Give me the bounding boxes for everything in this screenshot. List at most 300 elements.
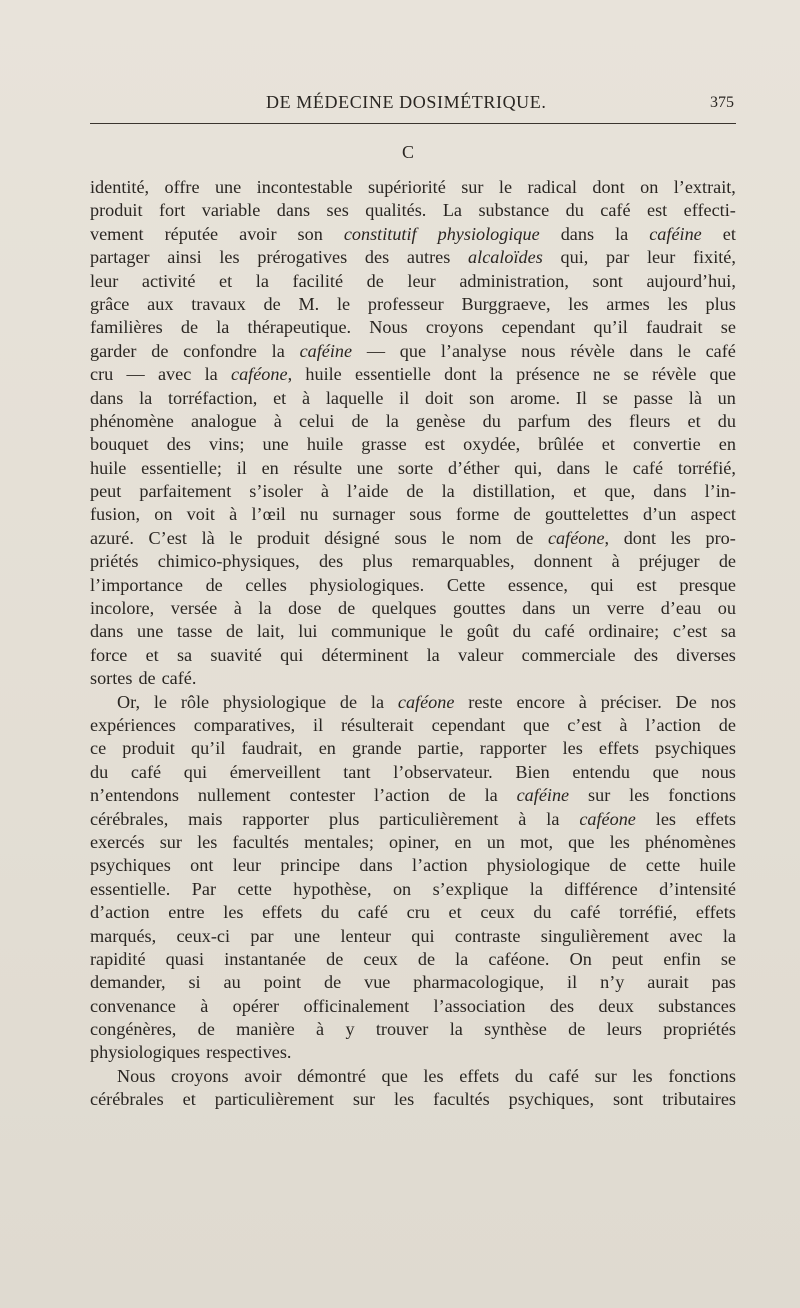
word: et — [182, 1089, 196, 1110]
word: des — [318, 551, 344, 572]
word: cette — [237, 878, 272, 899]
text-line — [90, 433, 736, 456]
word: que — [652, 761, 679, 782]
word: marqués, — [90, 925, 157, 946]
word: plus — [328, 808, 360, 829]
word: du — [514, 1065, 534, 1086]
word: genèse — [416, 410, 466, 431]
word: les — [670, 527, 691, 548]
word: armes — [606, 293, 650, 314]
text-line — [90, 387, 736, 410]
word: nous — [521, 340, 556, 361]
word: sa — [720, 621, 736, 642]
word: essentielle. — [90, 878, 171, 899]
word: d’éther — [447, 457, 500, 478]
word: effets — [695, 902, 736, 923]
word: la — [258, 598, 272, 619]
word: est — [424, 434, 446, 455]
word: tributaires — [662, 1089, 736, 1110]
word: — — [126, 364, 145, 385]
word: résulterait — [341, 714, 414, 735]
word: révèle — [570, 340, 615, 361]
page-number: 375 — [710, 94, 734, 111]
word: le — [336, 293, 351, 314]
word: se — [623, 364, 639, 385]
word: cette — [645, 855, 681, 876]
word: physiologique — [222, 691, 327, 712]
text-line — [90, 620, 736, 643]
text-line — [90, 503, 736, 526]
text-line — [90, 574, 736, 597]
text-line — [90, 316, 736, 339]
text-line — [90, 644, 736, 667]
word: sorte — [397, 457, 434, 478]
text-line — [90, 246, 736, 269]
word: des — [364, 247, 390, 268]
word: De — [675, 691, 697, 712]
word: et — [219, 270, 233, 291]
word: sous — [409, 504, 442, 525]
word: l’action — [645, 714, 701, 735]
word: que — [399, 340, 427, 361]
word: de — [323, 972, 342, 993]
word: croyons — [425, 317, 484, 338]
word: dans — [90, 621, 124, 642]
word: préciser. — [600, 691, 662, 712]
word: différence — [564, 878, 638, 899]
word: à — [611, 551, 620, 572]
word: la — [615, 223, 629, 244]
word: il — [236, 457, 247, 478]
word: dose — [288, 598, 322, 619]
text-line — [90, 854, 736, 877]
word: La — [442, 200, 462, 221]
text-line — [90, 410, 736, 433]
word: lenteur — [340, 925, 391, 946]
word: goût — [466, 621, 499, 642]
word: produit — [90, 200, 143, 221]
word: café — [357, 902, 388, 923]
word: que — [381, 1065, 408, 1086]
word: caféone, — [547, 527, 610, 548]
word: de — [417, 948, 436, 969]
text-line — [90, 223, 736, 246]
word: ordinaire; — [588, 621, 660, 642]
word: travaux — [191, 293, 246, 314]
text-line — [90, 925, 736, 948]
text-line — [90, 831, 736, 854]
word: les — [394, 1089, 415, 1110]
word: huile — [306, 434, 344, 455]
word: radical — [527, 177, 577, 197]
word: bouquet — [90, 434, 149, 455]
text-line — [90, 480, 736, 503]
word: remarquables, — [412, 551, 515, 572]
word: la — [370, 691, 385, 712]
word: d’action — [90, 902, 150, 923]
text-line — [90, 199, 736, 222]
word: ceux-ci — [176, 925, 230, 946]
word: à — [518, 808, 527, 829]
word: partager — [90, 247, 150, 268]
word: quelques — [371, 598, 437, 619]
word: s’explique — [432, 878, 509, 899]
word: une — [137, 621, 164, 642]
word: cependant — [431, 714, 506, 735]
word: diverses — [676, 644, 736, 665]
word: sur — [352, 1089, 376, 1110]
body-text — [90, 176, 736, 1112]
text-line — [90, 550, 736, 573]
word: priétés — [90, 551, 139, 572]
word: démontré — [297, 1065, 366, 1086]
word: dans — [522, 598, 556, 619]
word: les — [423, 1065, 444, 1086]
word: cru — [90, 364, 114, 385]
word: l’œil — [251, 504, 286, 525]
word: point — [263, 972, 302, 993]
word: Par — [191, 878, 216, 899]
word: du — [717, 410, 736, 431]
word: officinalement — [303, 995, 410, 1016]
word: la — [271, 340, 285, 361]
word: leur — [407, 270, 436, 291]
word: effets — [459, 1065, 500, 1086]
word: azuré. — [90, 527, 134, 548]
word: leur — [647, 247, 676, 268]
word: de — [448, 785, 466, 806]
word: par — [606, 247, 630, 268]
text-line — [90, 293, 736, 316]
word: y — [345, 1019, 355, 1040]
word: verre — [606, 598, 645, 619]
word: que — [568, 831, 595, 852]
word: là — [201, 527, 215, 548]
word: qui, — [514, 457, 542, 478]
word: qu’il — [190, 738, 226, 759]
word: caféone, — [231, 364, 293, 385]
word: donnent — [533, 551, 593, 572]
word: de — [151, 340, 169, 361]
word: hypothèse, — [293, 878, 372, 899]
word: commerciale — [521, 644, 616, 665]
word: et — [722, 223, 736, 244]
word: résulte — [293, 457, 343, 478]
word: qui, — [560, 247, 589, 268]
word: une — [262, 434, 289, 455]
word: présence — [516, 364, 580, 385]
word: la — [455, 948, 469, 969]
word: Nous — [369, 317, 408, 338]
word: celui — [298, 410, 335, 431]
word: substance — [478, 200, 550, 221]
word: le — [604, 457, 619, 478]
word: les — [667, 293, 688, 314]
word: arome. — [510, 387, 561, 408]
word: offre — [164, 177, 200, 197]
word: sous — [394, 527, 427, 548]
word: désigné — [324, 527, 380, 548]
word: l’action — [374, 785, 430, 806]
word: supériorité — [368, 177, 446, 197]
word: essentielle — [355, 364, 431, 385]
word: la — [255, 270, 269, 291]
word: de — [138, 668, 156, 689]
word: torréfaction, — [167, 387, 258, 408]
word: gouttes — [453, 598, 506, 619]
word: ont — [190, 855, 214, 876]
word: c’est — [567, 714, 602, 735]
word: fixité, — [693, 247, 736, 268]
word: d’eau — [660, 598, 702, 619]
word: mentales; — [304, 831, 374, 852]
word: huile — [699, 855, 736, 876]
word: rapporter — [242, 808, 310, 829]
word: parfum — [517, 410, 571, 431]
word: torréfié, — [677, 457, 736, 478]
word: est — [636, 574, 657, 595]
word: que, — [604, 481, 636, 502]
word: peut — [90, 481, 122, 502]
word: torréfié, — [619, 902, 678, 923]
word: surnager — [332, 504, 396, 525]
word: fleurs — [628, 410, 671, 431]
word: particulièrement — [214, 1089, 334, 1110]
word: à — [302, 387, 311, 408]
word: de — [406, 481, 424, 502]
word: qui — [590, 574, 614, 595]
word: une — [214, 177, 242, 197]
word: familières — [90, 317, 163, 338]
word: gouttelettes — [544, 504, 629, 525]
word: fonctions — [668, 1065, 736, 1086]
word: un — [572, 598, 591, 619]
word: vement — [90, 223, 144, 244]
word: la — [139, 387, 153, 408]
word: on — [640, 177, 659, 197]
word: voit — [186, 504, 215, 525]
word: physiologique — [437, 223, 540, 244]
word: communique — [331, 621, 427, 642]
word: Or, — [117, 691, 141, 712]
word: que — [523, 714, 550, 735]
word: s’isoler — [249, 481, 303, 502]
word: nu — [300, 504, 319, 525]
word: l’observateur. — [393, 761, 493, 782]
word: la — [449, 1019, 463, 1040]
word: le — [498, 177, 513, 197]
word: dans — [276, 200, 311, 221]
word: oxydée, — [463, 434, 521, 455]
word: sur — [588, 785, 611, 806]
word: M. — [298, 293, 320, 314]
word: grasse — [361, 434, 407, 455]
word: faudrait, — [241, 738, 303, 759]
word: partie, — [417, 738, 464, 759]
word: de — [609, 855, 627, 876]
word: d’un — [642, 504, 677, 525]
word: aujourd’hui, — [646, 270, 736, 291]
header-rule — [90, 123, 736, 124]
word: opiner, — [389, 831, 440, 852]
word: plus — [362, 551, 393, 572]
word: encore — [516, 691, 565, 712]
word: expériences — [90, 714, 176, 735]
word: demander, — [90, 972, 166, 993]
word: contester — [289, 785, 356, 806]
word: congénères, — [90, 1019, 177, 1040]
word: prérogatives — [257, 247, 348, 268]
word: brûlée — [538, 434, 584, 455]
word: un — [486, 831, 505, 852]
word: mais — [188, 808, 223, 829]
word: les — [562, 738, 583, 759]
word: psychiques — [90, 855, 171, 876]
word: en — [718, 434, 736, 455]
word: effecti- — [683, 200, 736, 221]
word: caféine — [649, 223, 702, 244]
text-line — [90, 948, 736, 971]
text-line — [90, 808, 736, 831]
word: phénomène — [90, 410, 174, 431]
word: respectives. — [206, 1042, 292, 1063]
word: l’action — [412, 855, 468, 876]
word: de — [568, 1019, 586, 1040]
word: la — [489, 364, 503, 385]
text-line — [90, 737, 736, 760]
word: la — [441, 481, 455, 502]
word: son — [297, 223, 323, 244]
word: son — [469, 387, 495, 408]
running-title: DE MÉDECINE DOSIMÉTRIQUE. — [266, 92, 547, 112]
word: distillation, — [472, 481, 556, 502]
word: et — [601, 434, 615, 455]
word: l’aide — [346, 481, 389, 502]
word: à — [273, 410, 282, 431]
word: déterminent — [321, 644, 409, 665]
word: nous — [701, 761, 736, 782]
word: à — [233, 598, 242, 619]
word: c’est — [672, 621, 708, 642]
word: essence, — [507, 574, 568, 595]
word: à — [619, 714, 628, 735]
word: sortes — [90, 668, 133, 689]
word: dans — [560, 223, 595, 244]
word: confondre — [183, 340, 257, 361]
word: le — [677, 340, 691, 361]
word: leur — [90, 270, 119, 291]
text-line — [90, 714, 736, 737]
word: suavité — [210, 644, 262, 665]
word: la — [546, 808, 560, 829]
word: des — [549, 995, 575, 1016]
word: café — [570, 902, 601, 923]
word: force — [90, 644, 128, 665]
word: trouver — [375, 1019, 429, 1040]
word: parfaitement — [139, 481, 232, 502]
word: Burggraeve, — [461, 293, 551, 314]
word: la — [484, 785, 498, 806]
word: de — [263, 293, 281, 314]
word: l’in- — [704, 481, 736, 502]
word: une — [293, 925, 321, 946]
word: à — [229, 504, 238, 525]
word: constitutif — [343, 223, 417, 244]
word: identité, — [90, 177, 150, 197]
word: ceux — [480, 902, 515, 923]
word: synthèse — [484, 1019, 547, 1040]
word: psychiques — [655, 738, 736, 759]
word: facilité — [292, 270, 344, 291]
text-line — [90, 1041, 736, 1064]
word: café — [632, 457, 664, 478]
word: n’y — [600, 972, 625, 993]
word: leurs — [606, 1019, 642, 1040]
text-line — [90, 270, 736, 293]
word: phénomènes — [644, 831, 736, 852]
word: ne — [593, 364, 611, 385]
word: sur — [159, 831, 182, 852]
word: un — [717, 387, 736, 408]
word: préjuger — [638, 551, 700, 572]
word: café — [548, 1065, 579, 1086]
word: laquelle — [325, 387, 384, 408]
word: forme — [455, 504, 500, 525]
word: effets — [695, 808, 736, 829]
word: il — [567, 972, 578, 993]
text-line — [90, 784, 736, 807]
word: particulièrement — [379, 808, 499, 829]
word: aux — [147, 293, 174, 314]
word: On — [569, 948, 592, 969]
text-line — [90, 878, 736, 901]
word: au — [223, 972, 241, 993]
word: en — [318, 738, 336, 759]
word: sur — [594, 1065, 617, 1086]
word: la — [529, 878, 543, 899]
word: fonctions — [668, 785, 736, 806]
word: du — [565, 200, 584, 221]
word: comparatives, — [193, 714, 296, 735]
word: et — [448, 902, 462, 923]
word: avoir — [244, 1065, 282, 1086]
word: en — [261, 457, 279, 478]
word: rapporter — [479, 738, 547, 759]
word: la — [722, 925, 736, 946]
word: la — [385, 410, 399, 431]
word: des — [587, 410, 612, 431]
text-line — [90, 667, 736, 690]
word: qualités. — [365, 200, 427, 221]
word: cependant — [501, 317, 576, 338]
word: il — [399, 387, 410, 408]
word: grande — [352, 738, 402, 759]
word: singulièrement — [540, 925, 649, 946]
word: caféone. — [488, 948, 550, 969]
word: d’intensité — [659, 878, 736, 899]
word: l’importance — [90, 574, 183, 595]
word: produit — [257, 527, 310, 548]
word: tasse — [176, 621, 213, 642]
word: du — [90, 761, 109, 782]
text-line — [90, 597, 736, 620]
word: leur — [232, 855, 262, 876]
word: lui — [298, 621, 318, 642]
word: physiologiques. — [309, 574, 425, 595]
word: Il — [575, 387, 587, 408]
word: passe — [633, 387, 674, 408]
word: il — [313, 714, 324, 735]
